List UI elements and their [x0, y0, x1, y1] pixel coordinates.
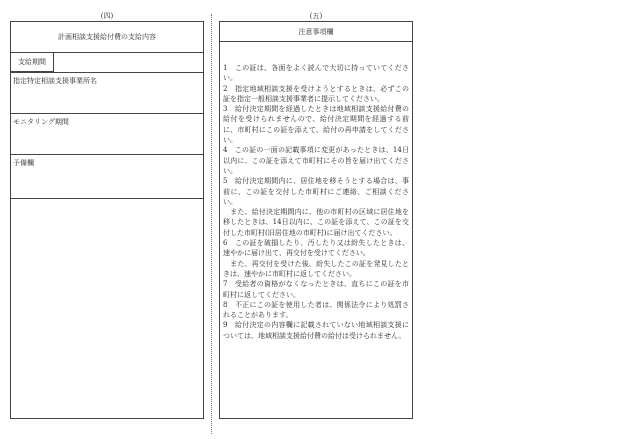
fold-divider — [211, 14, 212, 434]
reserve-field — [11, 154, 203, 198]
note-item: 2 指定地域相談支援を受けようとするときは、必ずこの証を指定一般相談支援事業者に提示してください。 — [223, 84, 409, 103]
note-item: 4 この証の一面の記載事項に変更があったときは、14日以内に、この証を添えて市町村にその旨を届け出てください。 — [223, 146, 409, 175]
notes-title-text: 注意事項欄 — [298, 27, 334, 36]
monitoring-period-field — [11, 113, 203, 154]
note-item: 9 給付決定の内容欄に記載されていない地域相談支援については、地域相談支援給付費の給付は受けられません。 — [223, 321, 409, 340]
notes-title — [220, 22, 412, 42]
designated-office-field — [11, 72, 203, 113]
designated-office-label: 指定特定相談支援事業所名 — [13, 77, 97, 85]
note-item: また、再交付を受けた後、紛失したこの証を発見したときは、速やかに市町村に返してください。 — [223, 259, 409, 278]
blank-area — [11, 198, 203, 199]
support-content-panel — [10, 21, 204, 419]
note-item: また、給付決定期間内に、他の市町村の区域に居住地を移したときは、14日以内に、この証を添えて、この証を交付した市町村(旧居住地の市町村)に届け出てください。 — [223, 208, 409, 237]
note-item: 5 給付決定期間内に、居住地を移そうとする場合は、事前に、この証を交付した市町村にご連絡、ご相談ください。 — [223, 177, 409, 206]
note-item: 8 不正にこの証を使用した者は、関係法令により処罰されることがあります。 — [223, 300, 409, 320]
notes-list — [223, 63, 409, 341]
support-content-title-text: 計画相談支援給付費の支給内容 — [58, 33, 156, 41]
note-item: 1 この証は、各面をよく読んで大切に持っていてください。 — [223, 64, 409, 83]
notes-panel — [219, 21, 413, 419]
support-period-label: 支給期間 — [11, 53, 54, 72]
reserve-label: 予備欄 — [13, 159, 34, 167]
note-item: 7 受給者の資格がなくなったときは、直ちにこの証を市町村に返してください。 — [223, 280, 409, 299]
note-item: 3 給付決定期間を経過したときは地域相談支援給付費の給付を受けられませんので、給付決定期間を経過する前に、市町村にこの証を添えて、給付の再申請をしてください。 — [223, 105, 409, 145]
note-item: 6 この証を破損したり、汚したり又は紛失したときは、速やかに届け出て、再交付を受けてください。 — [223, 239, 409, 258]
section-label-4: (四) — [100, 12, 114, 20]
support-content-title — [11, 22, 203, 53]
section-label-5: (五) — [309, 12, 323, 20]
support-period-row — [11, 53, 203, 72]
monitoring-period-label: モニタリング期間 — [13, 118, 69, 126]
